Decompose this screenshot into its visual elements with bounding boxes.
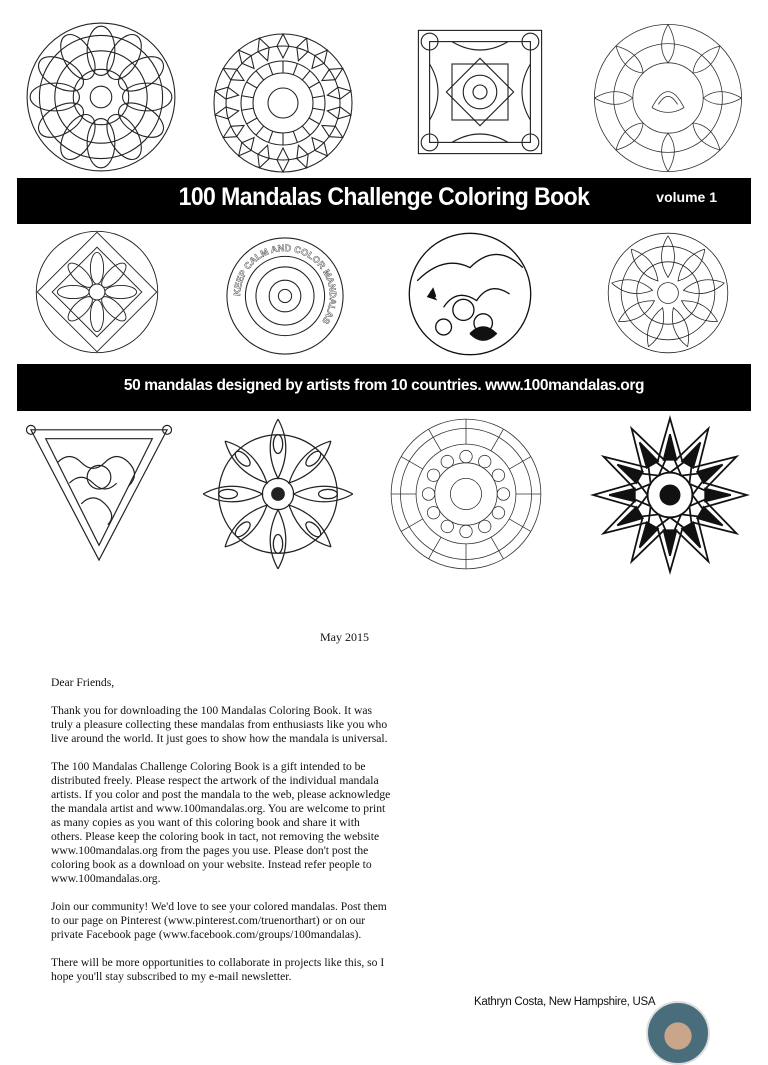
svg-text:KEEP CALM AND COLOR MANDALAS: [232, 243, 338, 326]
mandala-3-icon: [406, 22, 554, 162]
subtitle-banner: [17, 364, 751, 411]
mandala-11-icon: [388, 416, 544, 572]
title-banner: [17, 178, 751, 224]
letter-paragraph: There will be more opportunities to collaborate in projects like this, so I hope you'll stay subscribed to my e-mail newsletter.: [51, 956, 385, 983]
letter-date: May 2015: [320, 630, 369, 644]
letter-paragraph: Join our community! We'd love to see your colored mandalas. Post them to our page on Pinterest (www.pinterest.com/truenorthart) or on our private Facebook page (www.facebook.com/groups/100mandalas).: [51, 900, 387, 941]
mandala-9-icon: [18, 418, 180, 566]
book-title: 100 Mandalas Challenge Coloring Book: [178, 183, 590, 211]
volume-label: volume 1: [656, 189, 717, 205]
letter-paragraph: Thank you for downloading the 100 Mandalas Coloring Book. It was truly a pleasure collecting these mandalas from enthusiasts like you who live around the world. It just goes to show how the mandala is universal.: [51, 704, 388, 745]
letter-signature: Kathryn Costa, New Hampshire, USA: [474, 996, 656, 1008]
mandala-2-icon: [208, 28, 358, 178]
mandala-6-icon: [212, 230, 358, 362]
mandala-12-icon: [590, 414, 750, 576]
mandala-7-icon: [400, 228, 540, 360]
letter-greeting: Dear Friends,: [51, 676, 115, 689]
mandala-8-icon: [600, 228, 736, 358]
author-avatar: [646, 1001, 710, 1065]
mandala-10-icon: [200, 416, 356, 572]
mandala-ring-lettering: KEEP CALM AND COLOR MANDALAS: [232, 243, 338, 326]
mandala-5-icon: [26, 226, 168, 358]
mandala-1-icon: [24, 20, 178, 174]
mandala-4-icon: [588, 18, 748, 178]
letter-paragraph: The 100 Mandalas Challenge Coloring Book is a gift intended to be distributed freely. Please respect the artwork of the individual mandala artists. If you color and post the mandala to the web, please acknowledge the mandala artist and www.100mandalas.org. You are welcome to print as many copies as you want of this coloring book and share it with others. Please keep the coloring book in tact, not removing the website www.100mandalas.org from the pages you use. Please don't post the coloring book as a download on your website. Instead refer people to www.100mandalas.org.: [51, 760, 391, 885]
letter-body: [51, 676, 391, 998]
book-subtitle: 50 mandalas designed by artists from 10 countries. www.100mandalas.org: [123, 377, 645, 394]
